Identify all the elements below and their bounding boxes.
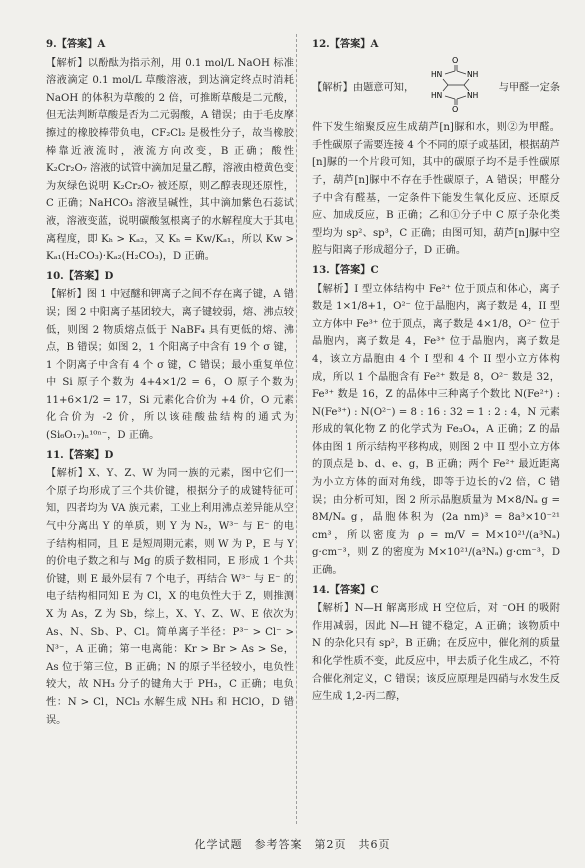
atom-hn-2: HN <box>431 90 443 100</box>
glycoluril-structure <box>421 55 491 120</box>
atom-nh-1: NH <box>467 69 479 79</box>
column-divider <box>296 34 297 824</box>
q11-analysis: 【解析】X、Y、Z、W 为同一族的元素，图中它们一个原子均形成了三个共价键，根据分子的成键特征可知，四者均为 VA 族元素，工业上利用沸点差异能从空气中分离出 Y 的单质，则 Y 为 N₂，W³⁻ 与 E⁻ 的电子结构相同，且 E 是短周期元素，则 W 为 P，E 与 Y 的价电子数之和与 Mg 的质子数相同，E 形成 1 个共价键，则 E 最外层有 7 个电子，再结合 W³⁻ 与 E⁻ 的电子结构相同知 E 为 Cl，X 的电负性大于 Z，则推测 X 为 As，Z 为 Sb，综上，X、Y、Z、W、E 依次为 As、N、Sb、P、Cl。简单离子半径：P³⁻ > Cl⁻ > N³⁻，A 正确；第一电离能：Kr > Br > As > Se，As 位于第三位，B 正确；N 的原子半径较小，电负性较大，故 NH₃ 分子的键角大于 PH₃，C 正确；电负性：N > Cl，NCl₃ 水解生成 NH₃ 和 HClO，D 错误。 <box>46 468 294 726</box>
atom-o-bottom: O <box>452 104 459 113</box>
q12-answer-head: 12.【答案】A <box>312 38 379 50</box>
q11-answer-head: 11.【答案】D <box>46 448 114 461</box>
q10-analysis: 【解析】图 1 中冠醚和钾离子之间不存在离子键，A 错误；图 2 中阳离子基团较大，离子键较弱，熔、沸点较低，则图 2 物质熔点低于 NaBF₄ 具有更低的熔、沸点，B 错误；如图 2，1 个阳离子中含有 19 个 σ 键，1 个阴离子中含有 4 个 σ 键，C 错误；最小重复单位中 Si 原子个数为 4+4×1/2 = 6，O 原子个数为 11+6×1/2 = 17，Si 元素化合价为 +4 价，O 元素化合价为 -2 价，所以该硅酸盐结构的通式为 (Si₆O₁₇)ₙ¹⁰ⁿ⁻，D 正确。 <box>46 289 294 442</box>
atom-nh-2: NH <box>467 90 479 100</box>
q14-answer-head: 14.【答案】C <box>312 583 379 596</box>
right-column <box>312 36 560 708</box>
atom-hn-1: HN <box>431 69 443 79</box>
left-column <box>46 36 294 731</box>
q12-analysis-intro: 【解析】由题意可知， <box>312 81 415 93</box>
q9-answer-head: 9.【答案】A <box>46 38 106 50</box>
q12-analysis <box>312 55 560 260</box>
glycoluril-diagram <box>421 55 491 113</box>
q9-analysis: 【解析】以酚酞为指示剂，用 0.1 mol/L NaOH 标准溶液滴定 0.1 mol/L 草酸溶液，到达滴定终点时消耗 NaOH 的体积为草酸的 2 倍，可推断草酸是二元酸，但无法判断草酸是否为二元弱酸，A 错误；由于毛皮摩擦过的橡胶棒带负电，CF₂Cl₂ 是极性分子，故当橡胶棒靠近液流时，液流方向改变，B 正确；酸性 K₂Cr₂O₇ 溶液的试管中滴加足量乙醇，溶液由橙黄色变为灰绿色说明 K₂Cr₂O₇ 被还原，则乙醇表现还原性，C 正确；NaHCO₃ 溶液呈碱性，其中滴加紫色石蕊试液，溶液变蓝，说明碳酸氢根离子的水解程度大于其电离程度，即 Kₕ > Kₐ₂，又 Kₕ = Kw/Kₐ₁，所以 Kw > Kₐ₁(H₂CO₃)·Kₐ₂(H₂CO₃)，D 正确。 <box>46 57 294 263</box>
q13-answer-head: 13.【答案】C <box>312 263 379 276</box>
q13-analysis: 【解析】I 型立体结构中 Fe²⁺ 位于顶点和体心，离子数是 1×1/8+1，O²⁻ 位于晶胞内，离子数是 4，II 型立方体中 Fe³⁺ 位于顶点，离子数是 4×1/8，O²⁻ 位于晶胞内，离子数是 4，Fe³⁺ 位于晶胞内，离子数是 4，该立方晶胞由 4 个 I 型和 4 个 II 型小立方体构成，所以 1 个晶胞含有 Fe²⁺ 数是 8，O²⁻ 数是 32，Fe³⁺ 数是 16，Z 的晶体中三种离子个数比 N(Fe²⁺) : N(Fe³⁺) : N(O²⁻) = 8 : 16 : 32 = 1 : 2 : 4，N 元素形成的氧化物 Z 的化学式为 Fe₃O₄，A 正确；Z 的晶体由图 1 所示结构平移构成，则图 2 中 II 型小立方体的顶点是 b、d、e、g，B 正确；两个 Fe²⁺ 最近距离为小立方体的面对角线，即等于边长的√2 倍，C 错误；由分析可知，图 2 所示晶胞质量为 M×8/Nₐ g = 8M/Nₐ g，晶胞体积为 (2a nm)³ = 8a³×10⁻²¹ cm³，所以密度为 ρ = m/V = M×10²¹/(a³Nₐ) g·cm⁻³，则 Z 的密度为 M×10²¹/(a³Nₐ) g·cm⁻³，D 正确。 <box>312 283 560 577</box>
page-footer: 化学试题 参考答案 第2页 共6页 <box>194 838 391 851</box>
q10-answer-head: 10.【答案】D <box>46 269 114 282</box>
q12-analysis-body: 与甲醛一定条件下发生缩聚反应生成葫芦[n]脲和水，则②为甲醛。手性碳原子需要连接 4 个不同的原子或基团，根据葫芦[n]脲的一个片段可知，其中的碳原子均不是手性碳原子，葫芦[n]脲中不存在手性碳原子，A 错误；甲醛分子中含有醛基，一定条件下能发生氧化反应、还原反应、加成反应，B 正确；乙和①分子中 C 原子杂化类型均为 sp²、sp³，C 正确；由图可知，葫芦[n]脲中空腔与阳离子形成超分子，D 正确。 <box>312 81 561 257</box>
q14-analysis: 【解析】N—H 解离形成 H 空位后，对 ⁻OH 的吸附作用减弱，因此 N—H 键不稳定，A 正确；该物质中 N 的杂化只有 sp²，B 正确；在反应中，催化剂的质量和化学性质不变，此反应中，甲去质子化生成乙，不符合催化剂定义，C 错误；该反应原理是四硝与水发生反应生成 1,2-丙二醇， <box>312 603 560 703</box>
atom-o-top: O <box>452 55 459 65</box>
